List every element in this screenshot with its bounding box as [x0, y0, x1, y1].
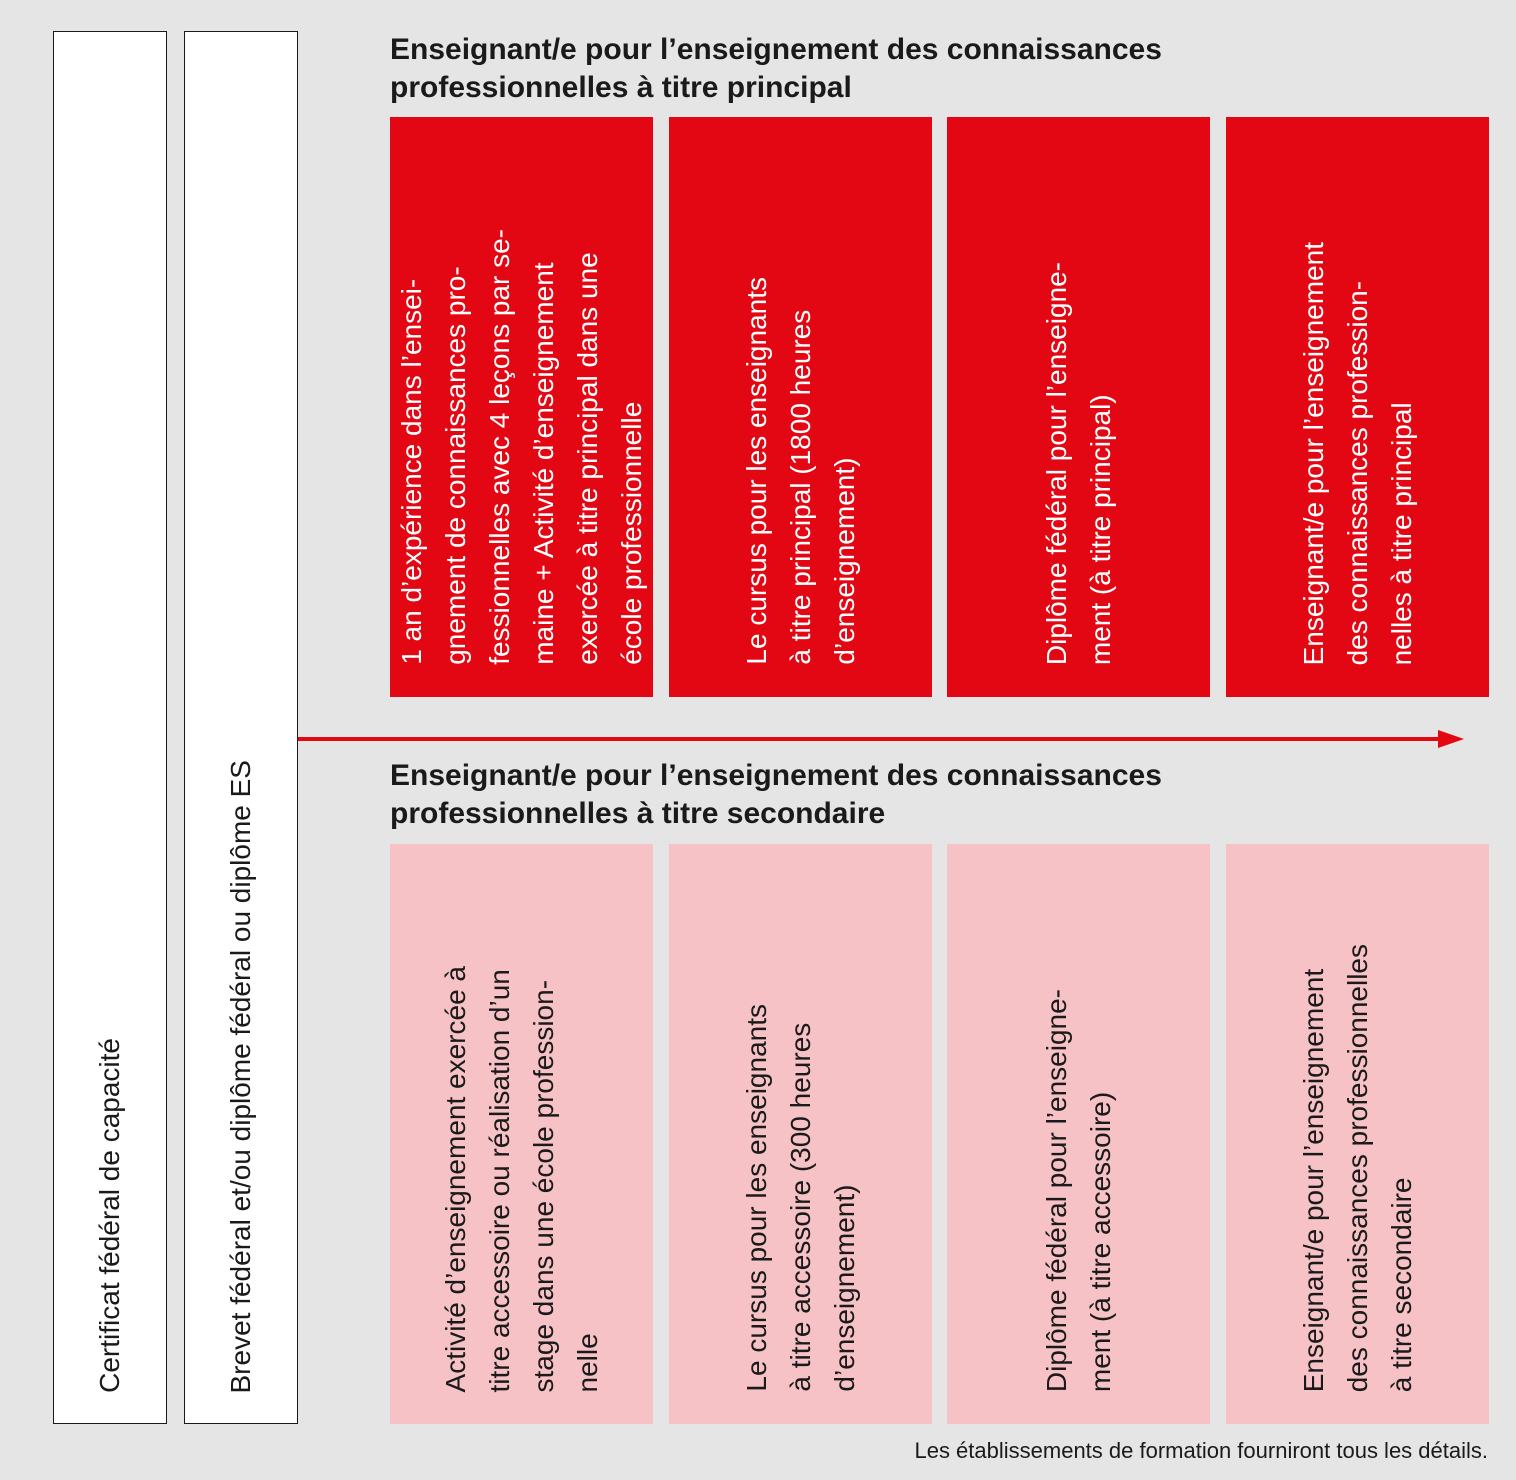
secondary-box-activite — [390, 844, 653, 1424]
primary-box-diplome-text: Diplôme fédéral pour l’enseigne- ment (à titre principal) — [1040, 261, 1116, 665]
primary-box-diplome — [947, 117, 1210, 697]
primary-box-cursus-text: Le cursus pour les enseignants à titre principal (1800 heures d’enseignement) — [740, 277, 860, 665]
primary-box-cursus — [669, 117, 932, 697]
secondary-title: Enseignant/e pour l’enseignement des connaissances professionnelles à titre secondaire — [390, 759, 1162, 830]
secondary-box-enseignant-text: Enseignant/e pour l’enseignement des connaissances professionnelles à titre secondaire — [1297, 943, 1417, 1392]
secondary-box-activite-text: Activité d’enseignement exercée à titre accessoire ou réalisation d’un stage dans une école profession- nelle — [439, 965, 603, 1392]
primary-box-experience-text: 1 an d’expérience dans l’ensei- gnement de connaissances pro- fessionnelles avec 4 leçons par se- maine + Activité d’enseignement exercée à titre principal dans une école professionnelle — [395, 229, 647, 665]
progression-arrow — [298, 728, 1468, 750]
footnote: Les établissements de formation fourniront tous les détails. — [914, 1438, 1488, 1463]
column-brevet — [184, 31, 298, 1424]
secondary-box-enseignant — [1226, 844, 1489, 1424]
secondary-box-diplome-text: Diplôme fédéral pour l’enseigne- ment (à titre accessoire) — [1040, 988, 1116, 1392]
secondary-box-cursus — [669, 844, 932, 1424]
column-brevet-label: Brevet fédéral et/ou diplôme fédéral ou diplôme ES — [225, 759, 256, 1393]
primary-box-experience — [390, 117, 653, 697]
column-certificat — [53, 31, 167, 1424]
secondary-box-cursus-text: Le cursus pour les enseignants à titre accessoire (300 heures d’enseignement) — [740, 1004, 860, 1392]
secondary-box-diplome — [947, 844, 1210, 1424]
primary-title: Enseignant/e pour l’enseignement des connaissances professionnelles à titre principal — [390, 33, 1162, 104]
primary-box-enseignant — [1226, 117, 1489, 697]
primary-box-enseignant-text: Enseignant/e pour l’enseignement des connaissances profession- nelles à titre principal — [1297, 241, 1417, 665]
column-certificat-label: Certificat fédéral de capacité — [94, 1038, 125, 1393]
